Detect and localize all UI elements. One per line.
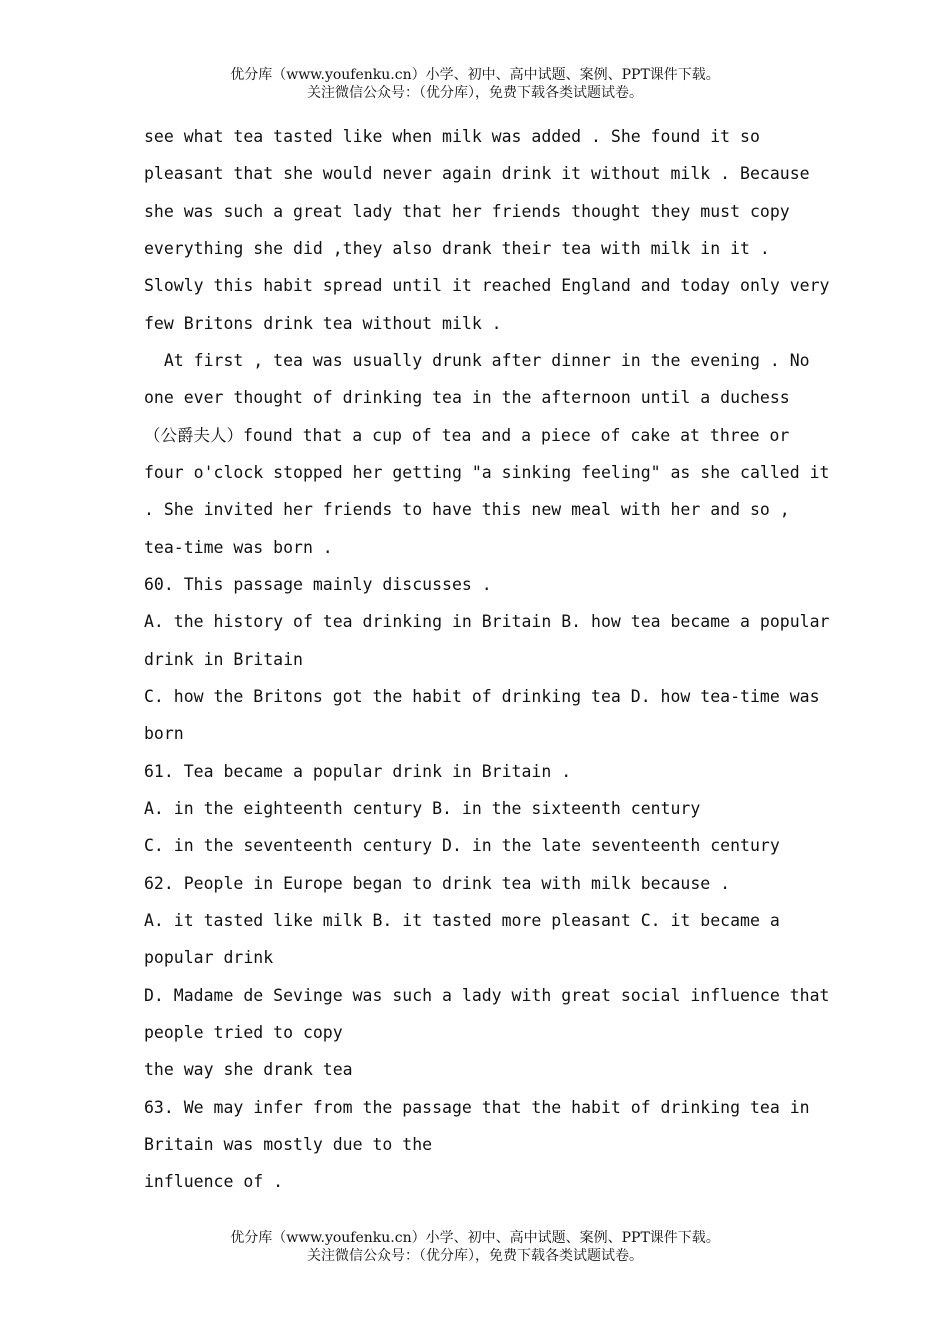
question-61: 61. Tea became a popular drink in Britain . [144,761,572,781]
body-line: one ever thought of drinking tea in the afternoon until a duchess [144,388,790,408]
header-line-1: 优分库（www.youfenku.cn）小学、初中、高中试题、案例、PPT课件下载。 [230,67,720,83]
body-line: pleasant that she would never again drink it without milk . Because [144,164,810,184]
question-60: 60. This passage mainly discusses . [144,574,492,594]
body-line: everything she did ,they also drank their tea with milk in it . [144,238,770,258]
body-line: . She invited her friends to have this new meal with her and so , [144,500,790,520]
footer-line-2: 关注微信公众号：（优分库），免费下载各类试题试卷。 [307,1248,643,1264]
question-61-options: A. in the eighteenth century B. in the sixteenth century [144,798,701,818]
question-63: influence of . [144,1172,284,1192]
question-62-options: people tried to copy [144,1022,343,1042]
body-line: she was such a great lady that her friends thought they must copy [144,201,790,221]
question-62: 62. People in Europe began to drink tea with milk because . [144,873,731,893]
question-63: Britain was mostly due to the [144,1134,433,1154]
question-63: 63. We may infer from the passage that the habit of drinking tea in [144,1097,810,1117]
body-line: four o'clock stopped her getting "a sinking feeling" as she called it [144,462,830,482]
header-line-2: 关注微信公众号：（优分库），免费下载各类试题试卷。 [307,85,643,101]
body-line: tea-time was born . [144,537,333,557]
question-62-options: D. Madame de Sevinge was such a lady with great social influence that [144,985,830,1005]
question-62-options: A. it tasted like milk B. it tasted more pleasant C. it became a [144,910,780,930]
body-line: see what tea tasted like when milk was added . She found it so [144,127,760,146]
document-body [144,118,844,1201]
body-line: （公爵夫人）found that a cup of tea and a piece of cake at three or [144,425,790,445]
question-62-options: the way she drank tea [144,1060,353,1080]
question-60-options: C. how the Britons got the habit of drinking tea D. how tea-time was [144,686,820,706]
question-60-options: born [144,724,184,744]
page-header [0,66,950,102]
body-line: few Britons drink tea without milk . [144,313,502,333]
body-line: Slowly this habit spread until it reached England and today only very [144,276,830,296]
question-61-options: C. in the seventeenth century D. in the late seventeenth century [144,836,780,856]
question-60-options: drink in Britain [144,649,303,669]
footer-line-1: 优分库（www.youfenku.cn）小学、初中、高中试题、案例、PPT课件下载。 [230,1230,720,1246]
question-60-options: A. the history of tea drinking in Britain B. how tea became a popular [144,612,830,632]
body-line: At first , tea was usually drunk after dinner in the evening . No [144,350,810,370]
question-62-options: popular drink [144,948,274,968]
page-footer [0,1229,950,1265]
